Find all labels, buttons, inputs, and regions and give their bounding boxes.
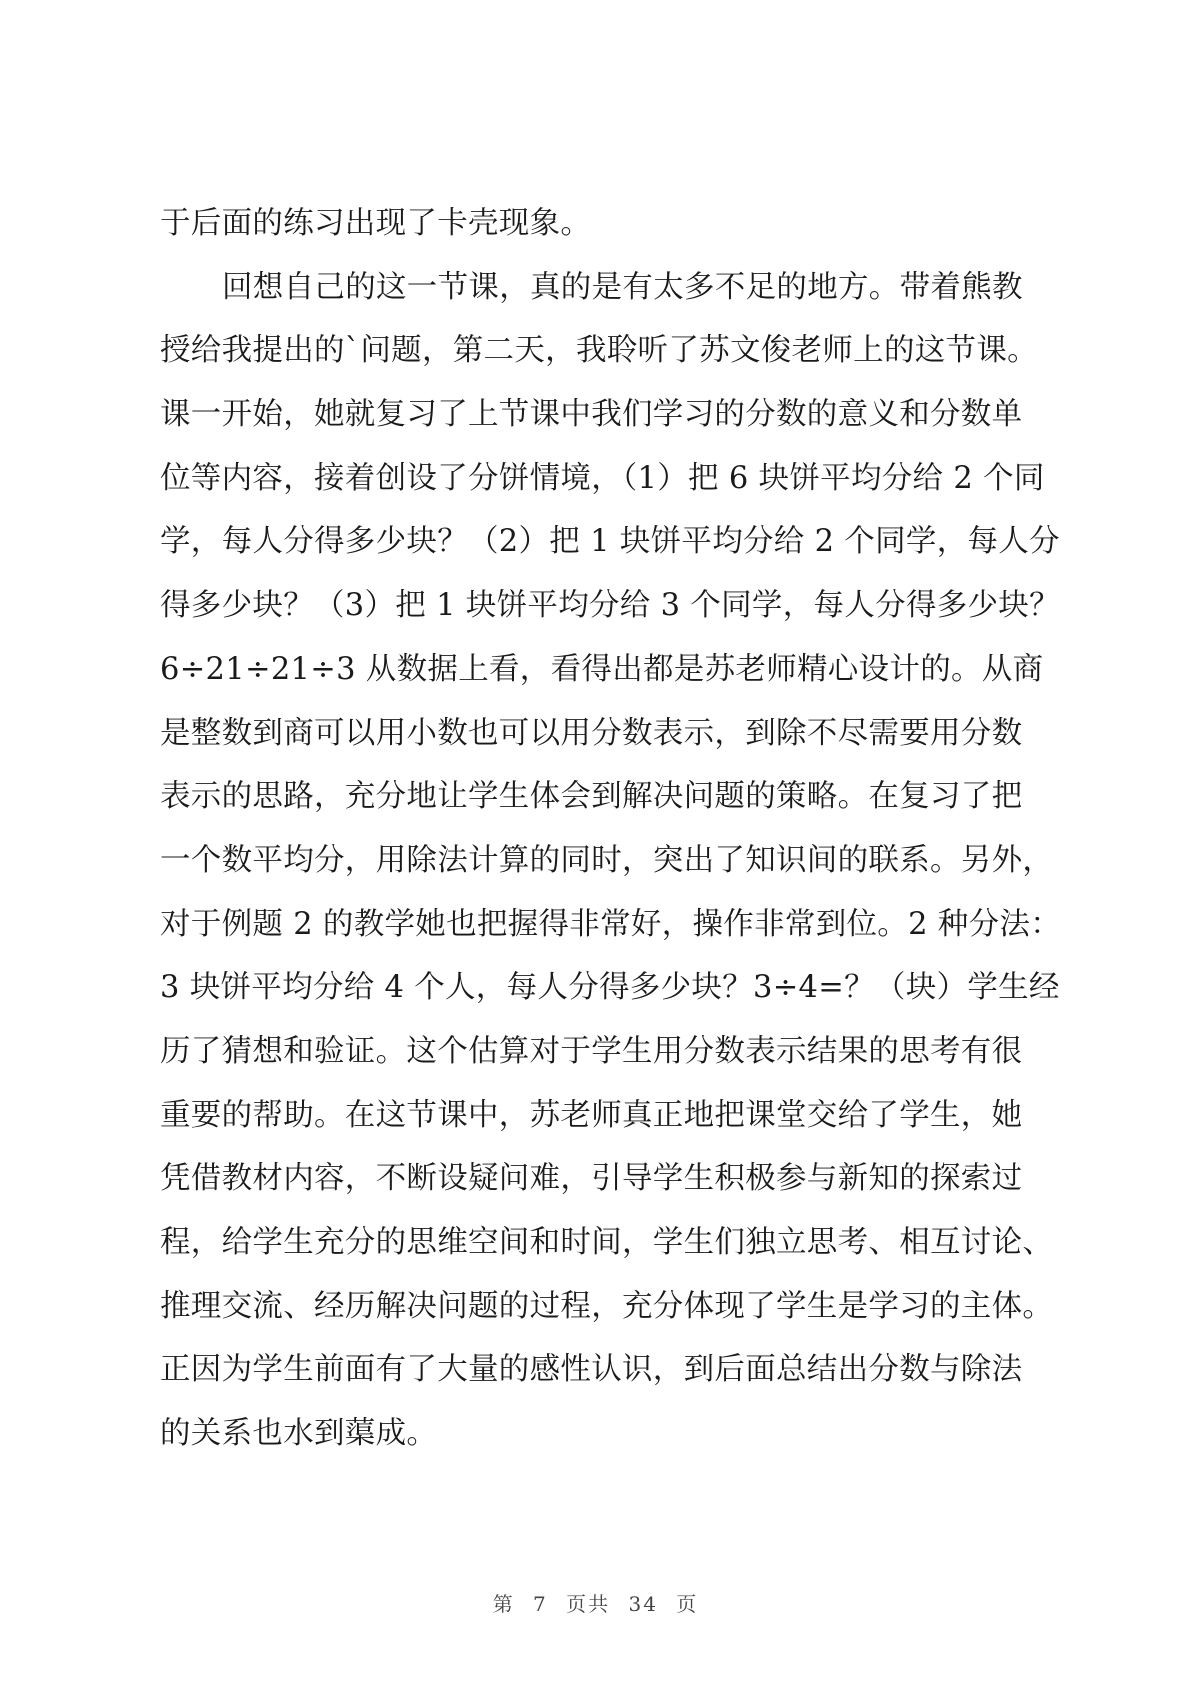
text-line: 6÷21÷21÷3 从数据上看，看得出都是苏老师精心设计的。从商 bbox=[160, 651, 1044, 687]
text-line: 历了猜想和验证。这个估算对于学生用分数表示结果的思考有很 bbox=[160, 1033, 1023, 1069]
text-line: 对于例题 2 的教学她也把握得非常好，操作非常到位。2 种分法： bbox=[160, 906, 1061, 942]
text-line: 3 块饼平均分给 4 个人，每人分得多少块？3÷4=？（块）学生经 bbox=[160, 970, 1060, 1006]
text-line: 于后面的练习出现了卡壳现象。 bbox=[160, 206, 592, 241]
text-line: 正因为学生前面有了大量的感性认识，到后面总结出分数与除法 bbox=[160, 1352, 1023, 1388]
text-line: 学，每人分得多少块？（2）把 1 块饼平均分给 2 个同学，每人分 bbox=[160, 524, 1060, 560]
text-line: 程，给学生充分的思维空间和时间，学生们独立思考、相互讨论、 bbox=[160, 1225, 1054, 1260]
text-line: 推理交流、经历解决问题的过程，充分体现了学生是学习的主体。 bbox=[160, 1288, 1054, 1324]
body-text bbox=[160, 192, 1060, 1466]
text-line: 回想自己的这一节课，真的是有太多不足的地方。带着熊教 bbox=[222, 269, 1023, 305]
text-line: 授给我提出的`问题，第二天，我聆听了苏文俊老师上的这节课。 bbox=[160, 333, 1038, 369]
text-line: 位等内容，接着创设了分饼情境，（1）把 6 块饼平均分给 2 个同 bbox=[160, 460, 1045, 496]
text-line: 得多少块？（3）把 1 块饼平均分给 3 个同学，每人分得多少块？ bbox=[160, 588, 1060, 624]
text-line: 一个数平均分，用除法计算的同时，突出了知识间的联系。另外， bbox=[160, 842, 1054, 878]
text-line: 是整数到商可以用小数也可以用分数表示，到除不尽需要用分数 bbox=[160, 715, 1023, 751]
text-line: 表示的思路，充分地让学生体会到解决问题的策略。在复习了把 bbox=[160, 779, 1023, 815]
text-line: 凭借教材内容，不断设疑问难，引导学生积极参与新知的探索过 bbox=[160, 1161, 1023, 1197]
page-number-footer: 第 7 页共 34 页 bbox=[492, 1592, 699, 1616]
text-line: 课一开始，她就复习了上节课中我们学习的分数的意义和分数单 bbox=[160, 397, 1023, 433]
text-line: 的关系也水到蕖成。 bbox=[160, 1416, 438, 1452]
text-line: 重要的帮助。在这节课中，苏老师真正地把课堂交给了学生，她 bbox=[160, 1097, 1023, 1133]
